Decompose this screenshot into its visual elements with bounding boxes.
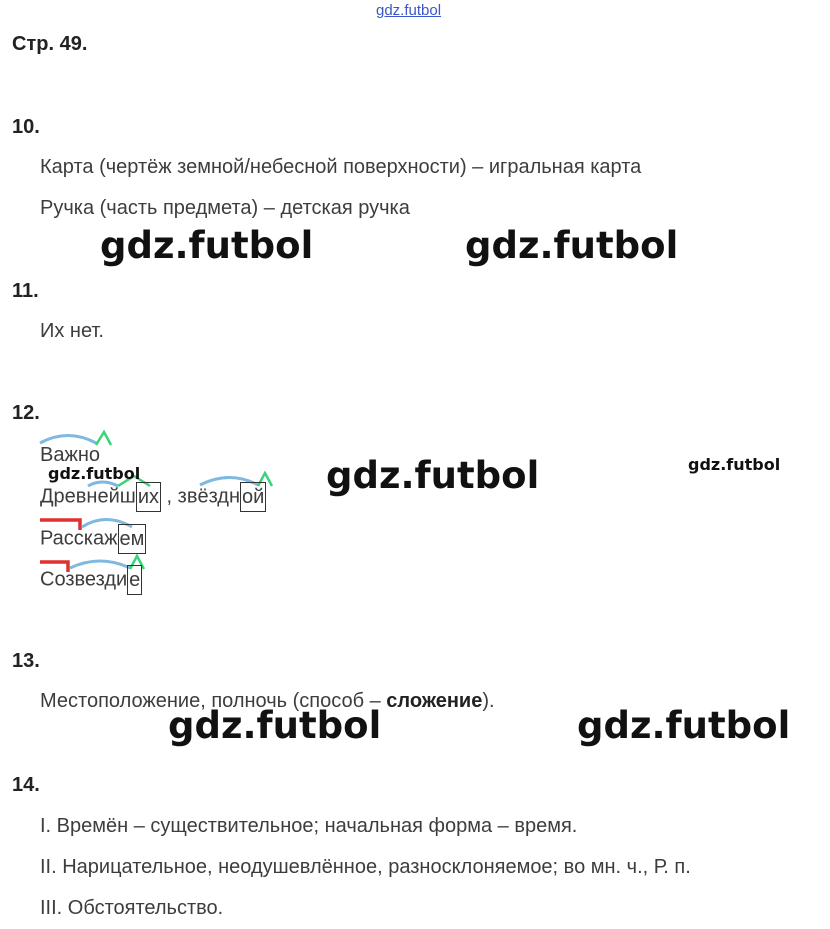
watermark: gdz.futbol bbox=[465, 224, 679, 267]
page-title: Стр. 49. bbox=[12, 33, 88, 55]
bold-term: сложение bbox=[386, 690, 483, 712]
root-arc bbox=[40, 436, 96, 444]
word-stem: Древнейш bbox=[40, 485, 136, 508]
exercise-13-number: 13. bbox=[12, 650, 40, 672]
ending-box: ой bbox=[240, 482, 266, 512]
exercise-14-number: 14. bbox=[12, 774, 40, 796]
word-stem: Расскаж bbox=[40, 527, 118, 550]
watermark: gdz.futbol bbox=[688, 455, 781, 474]
watermark: gdz.futbol bbox=[48, 464, 141, 483]
watermark: gdz.futbol bbox=[168, 704, 382, 747]
watermark: gdz.futbol bbox=[326, 454, 540, 497]
ending-box: их bbox=[136, 482, 161, 512]
exercise-11-number: 11. bbox=[12, 280, 39, 302]
exercise-14-line-2: II. Нарицательное, неодушевлённое, разносклоняемое; во мн. ч., Р. п. bbox=[40, 856, 691, 878]
word-stem: звёздн bbox=[177, 485, 241, 508]
exercise-14-line-3: III. Обстоятельство. bbox=[40, 897, 224, 919]
word-stem: Созвезди bbox=[40, 568, 128, 591]
text: Местоположение, полночь (способ – bbox=[40, 690, 387, 712]
watermark-link-top[interactable]: gdz.futbol bbox=[376, 2, 442, 19]
exercise-10-line-1: Карта (чертёж земной/небесной поверхности) – игральная карта bbox=[40, 156, 642, 178]
text: ). bbox=[482, 690, 495, 712]
exercise-11-line-1: Их нет. bbox=[40, 320, 104, 342]
word-rasskazhem bbox=[40, 524, 146, 554]
separator: , bbox=[160, 485, 178, 508]
word-vazhno: Важно bbox=[40, 444, 101, 466]
word-line-2 bbox=[40, 482, 266, 512]
exercise-10-line-2: Ручка (часть предмета) – детская ручка bbox=[40, 197, 410, 219]
watermark: gdz.futbol bbox=[100, 224, 314, 267]
watermark: gdz.futbol bbox=[577, 704, 791, 747]
ending-box: ем bbox=[118, 524, 147, 554]
ending-box: е bbox=[127, 565, 142, 595]
exercise-12-number: 12. bbox=[12, 402, 40, 424]
word-sozvezdie bbox=[40, 565, 142, 595]
exercise-10-number: 10. bbox=[12, 116, 40, 138]
exercise-14-line-1: I. Времён – существительное; начальная форма – время. bbox=[40, 815, 578, 837]
